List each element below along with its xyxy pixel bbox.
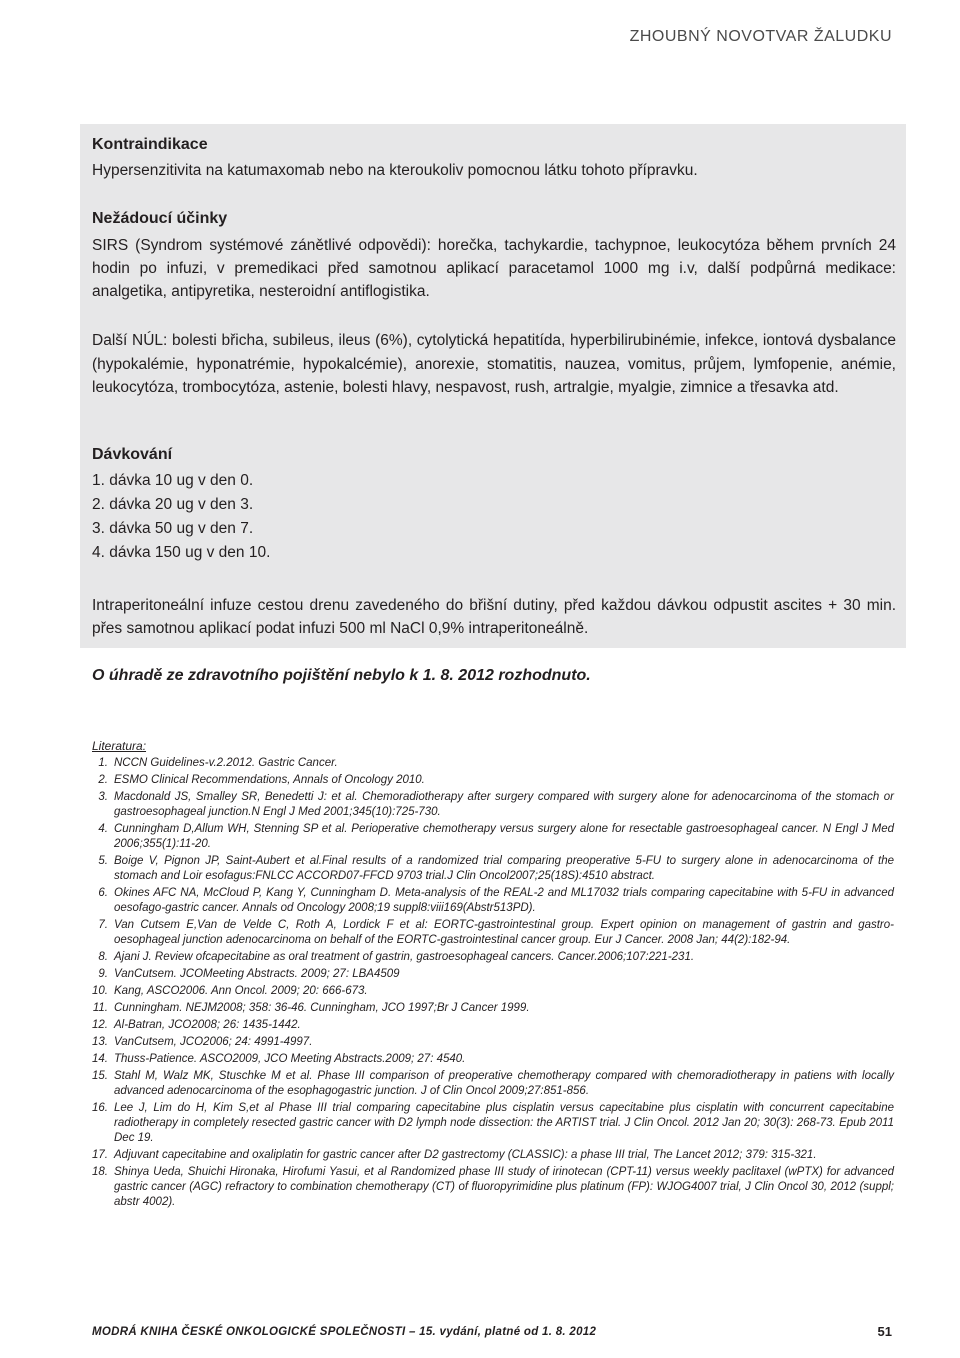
side-effects-heading: Nežádoucí účinky	[92, 210, 228, 227]
reference-number: 12.	[92, 1019, 108, 1031]
reference-item	[88, 1001, 894, 1016]
reference-text: Adjuvant capecitabine and oxaliplatin for gastric cancer after D2 gastrectomy (CLASSIC): a phase III trial, The Lancet 2012; 379: 315-321.	[114, 1149, 817, 1161]
reference-item	[88, 967, 894, 982]
reference-text: Cunningham D,Allum WH, Stenning SP et al. Perioperative chemotherapy versus surgery alone for resectable gastroesophageal cancer. N Engl J Med 2006;355(1):11-20.	[114, 823, 894, 850]
reference-number: 4.	[98, 823, 108, 835]
other-side-effects-section	[92, 329, 896, 400]
reference-text: Shinya Ueda, Shuichi Hironaka, Hirofumi Yasui, et al Randomized phase III study of irinotecan (CPT-11) versus weekly paclitaxel (wPTX) for advanced gastric cancer (AGC) refractory to combination chemotherapy (CT) of fluoropyrimidine plus platinum (FP): WJOG4007 trial, J Clin Oncol 30, 2012 (suppl; abstr 4002).	[114, 1166, 894, 1208]
reference-text: VanCutsem. JCOMeeting Abstracts. 2009; 27: LBA4509	[114, 968, 400, 980]
reference-item	[88, 773, 894, 788]
reference-number: 17.	[92, 1149, 108, 1161]
reference-text: Van Cutsem E,Van de Velde C, Roth A, Lordick F et al: EORTC-gastrointestinal group. Expert opinion on management of gastrin and gastro-oesophageal junction adenocarcinoma on behalf of the EORTC-gastrointestinal cancer group. Eur J Cancer. 2008 Jan; 44(2):182-94.	[114, 919, 894, 946]
reference-number: 16.	[92, 1102, 108, 1114]
contraindications-heading: Kontraindikace	[92, 136, 208, 153]
reference-item	[88, 1148, 894, 1163]
reference-text: Okines AFC NA, McCloud P, Kang Y, Cunningham D. Meta-analysis of the REAL-2 and ML17032 trials comparing capecitabine with 5-FU in advanced oesofago-gastric cancer. Annals od Oncology 2008;19 suppl8:viii169(Abstr513PD).	[114, 887, 894, 914]
reference-text: Stahl M, Walz MK, Stuschke M et al. Phase III comparison of preoperative chemotherapy compared with chemoradiotherapy in patiens with locally advanced adenocarcinoma of the esophagogastric junction. J of Clin Oncol 2009;27:851-856.	[114, 1070, 894, 1097]
reference-text: Boige V, Pignon JP, Saint-Aubert et al.Final results of a randomized trial comparing preoperative 5-FU to surgery alone in adenocarcinoma of the stomach and Loir esofagus:FNLCC ACCORD07-FFCD 9703 trial.J Clin Oncol2007;25(18S):4510 abstract.	[114, 855, 894, 882]
reference-number: 11.	[92, 1002, 108, 1014]
reference-number: 15.	[92, 1070, 108, 1082]
contraindications-text: Hypersenzitivita na katumaxomab nebo na kteroukoliv pomocnou látku tohoto přípravku.	[92, 162, 698, 179]
dosing-item: 2. dávka 20 ug v den 3.	[92, 496, 254, 513]
reference-item	[88, 756, 894, 771]
other-side-effects-text: Další NÚL: bolesti břicha, subileus, ileus (6%), cytolytická hepatitída, hyperbilirubinémie, infekce, iontová dysbalance (hypokalémie, hyponatrémie, hypokalcémie), anorexie, stomatitis, nauzea, vomitus, průjem, lymfopenie, anémie, leukocytóza, trombocytóza, astenie, bolesti hlavy, nespavost, rush, artralgie, myalgie, zimnice a třesavka atd.	[92, 332, 896, 396]
reference-number: 7.	[98, 919, 108, 931]
dosing-list	[92, 469, 896, 565]
reference-text: ESMO Clinical Recommendations, Annals of Oncology 2010.	[114, 774, 425, 786]
literature-title: Literatura:	[92, 739, 147, 753]
reference-item	[88, 950, 894, 965]
reimbursement-note: O úhradě ze zdravotního pojištění nebylo k 1. 8. 2012 rozhodnuto.	[92, 667, 591, 684]
reference-item	[88, 1165, 894, 1210]
reference-text: NCCN Guidelines-v.2.2012. Gastric Cancer.	[114, 757, 338, 769]
reference-item	[88, 1035, 894, 1050]
reference-item	[88, 1018, 894, 1033]
reference-list	[88, 756, 894, 1212]
page-number: 51	[877, 1324, 892, 1339]
dosing-heading: Dávkování	[92, 446, 173, 463]
reference-item	[88, 1101, 894, 1146]
side-effects-section	[92, 209, 896, 303]
reference-text: Cunningham. NEJM2008; 358: 36-46. Cunningham, JCO 1997;Br J Cancer 1999.	[114, 1002, 530, 1014]
reference-number: 5.	[98, 855, 108, 867]
reference-text: Thuss-Patience. ASCO2009, JCO Meeting Abstracts.2009; 27: 4540.	[114, 1053, 466, 1065]
reference-number: 14.	[92, 1053, 108, 1065]
reference-number: 6.	[98, 887, 108, 899]
reference-item	[88, 918, 894, 948]
dosing-item: 4. dávka 150 ug v den 10.	[92, 544, 271, 561]
reference-item	[88, 984, 894, 999]
running-head: ZHOUBNÝ NOVOTVAR ŽALUDKU	[629, 28, 892, 45]
reference-number: 2.	[98, 774, 108, 786]
reference-number: 13.	[92, 1036, 108, 1048]
side-effects-text: SIRS (Syndrom systémové zánětlivé odpovědi): horečka, tachykardie, tachypnoe, leukocytóza během prvních 24 hodin po infuzi, v premedikaci před samotnou aplikací paracetamol 1000 mg i.v, další podpůrná medikace: analgetika, antipyretika, nesteroidní antiflogistika.	[92, 237, 896, 300]
reference-number: 1.	[98, 757, 108, 769]
reference-item	[88, 854, 894, 884]
reference-number: 10.	[92, 985, 108, 997]
reference-number: 9.	[98, 968, 108, 980]
dosing-item: 1. dávka 10 ug v den 0.	[92, 472, 254, 489]
reference-text: Ajani J. Review ofcapecitabine as oral treatment of gastrin, gastroesophageal cancers. Cancer.2006;107:221-231.	[114, 951, 695, 963]
reference-number: 3.	[98, 791, 108, 803]
reference-item	[88, 790, 894, 820]
reference-text: Lee J, Lim do H, Kim S,et al Phase III trial comparing capecitabine plus cisplatin versus capecitabine plus cisplatin with concurrent capecitabine radiotherapy in completely resected gastric cancer with D2 lymph node dissection: the ARTIST trial. J Clin Oncol. 2012 Jan 20; 30(3): 268-73. Epub 2011 Dec 19.	[114, 1102, 894, 1144]
dosing-note-section	[92, 594, 896, 640]
reference-text: Macdonald JS, Smalley SR, Benedetti J: et al. Chemoradiotherapy after surgery compared with surgery alone for adenocarcinoma of the stomach or gastroesophageal junction.N Engl J Med 2001;345(10):725-730.	[114, 791, 894, 818]
reference-text: Al-Batran, JCO2008; 26: 1435-1442.	[114, 1019, 301, 1031]
dosing-note-text: Intraperitoneální infuze cestou drenu zavedeného do břišní dutiny, před každou dávkou odpustit ascites + 30 min. přes samotnou aplikací podat infuzi 500 ml NaCl 0,9% intraperitoneálně.	[92, 597, 896, 637]
reference-text: Kang, ASCO2006. Ann Oncol. 2009; 20: 666-673.	[114, 985, 368, 997]
reference-number: 18.	[92, 1166, 108, 1178]
reference-item	[88, 886, 894, 916]
footer-publication-title: MODRÁ KNIHA ČESKÉ ONKOLOGICKÉ SPOLEČNOSTI – 15. vydání, platné od 1. 8. 2012	[92, 1326, 597, 1338]
contraindications-section	[92, 135, 896, 182]
reference-item	[88, 822, 894, 852]
reference-number: 8.	[98, 951, 108, 963]
dosing-item: 3. dávka 50 ug v den 7.	[92, 520, 254, 537]
reference-item	[88, 1052, 894, 1067]
reference-text: VanCutsem, JCO2006; 24: 4991-4997.	[114, 1036, 313, 1048]
dosing-section	[92, 445, 896, 565]
reference-item	[88, 1069, 894, 1099]
